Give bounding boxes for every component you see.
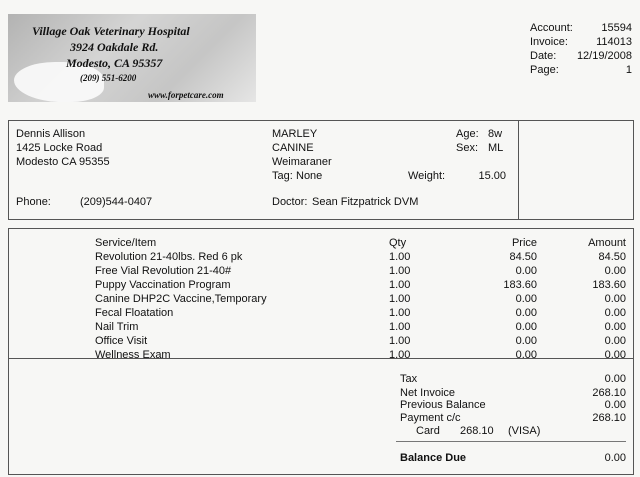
patient-species: CANINE <box>272 142 314 154</box>
clinic-city: Modesto, CA 95357 <box>66 56 163 70</box>
row-amount: 0.00 <box>604 321 626 333</box>
row-price: 0.00 <box>515 265 537 277</box>
row-price: 0.00 <box>515 293 537 305</box>
row-qty: 1.00 <box>389 335 411 347</box>
row-qty: 1.00 <box>389 307 411 319</box>
row-price: 0.00 <box>515 335 537 347</box>
row-service: Wellness Exam <box>95 349 171 361</box>
clinic-website: www.forpetcare.com <box>148 90 224 100</box>
invoice-label: Invoice: <box>530 36 568 48</box>
phone-label: Phone: <box>16 196 51 208</box>
payment-value: 268.10 <box>592 412 626 424</box>
weight-label: Weight: <box>408 170 446 182</box>
client-box-divider <box>518 120 519 219</box>
date-value: 12/19/2008 <box>576 50 632 62</box>
patient-breed: Weimaraner <box>272 156 332 168</box>
header-price: Price <box>511 237 537 249</box>
client-street: 1425 Locke Road <box>16 142 103 154</box>
row-amount: 84.50 <box>598 251 626 263</box>
row-amount: 0.00 <box>604 335 626 347</box>
header-service: Service/Item <box>95 237 157 249</box>
row-service: Free Vial Revolution 21-40# <box>95 265 232 277</box>
clinic-address: 3924 Oakdale Rd. <box>70 40 159 54</box>
tax-label: Tax <box>400 373 418 385</box>
age-label: Age: <box>456 128 479 140</box>
patient-tag: None <box>296 170 323 182</box>
row-amount: 0.00 <box>604 265 626 277</box>
account-label: Account: <box>530 22 573 34</box>
row-service: Nail Trim <box>95 321 139 333</box>
balance-due-value: 0.00 <box>604 452 626 464</box>
doctor-name: Sean Fitzpatrick DVM <box>312 196 419 208</box>
client-name: Dennis Allison <box>16 128 86 140</box>
row-qty: 1.00 <box>389 251 411 263</box>
row-service: Revolution 21-40lbs. Red 6 pk <box>95 251 243 263</box>
card-type: (VISA) <box>508 425 541 437</box>
page-label: Page: <box>530 64 559 76</box>
payment-label: Payment c/c <box>400 412 461 424</box>
tax-value: 0.00 <box>604 373 626 385</box>
row-service: Puppy Vaccination Program <box>95 279 231 291</box>
row-qty: 1.00 <box>389 279 411 291</box>
row-qty: 1.00 <box>389 349 411 361</box>
row-service: Office Visit <box>95 335 148 347</box>
net-invoice-label: Net Invoice <box>400 387 456 399</box>
row-amount: 0.00 <box>604 349 626 361</box>
row-price: 0.00 <box>515 321 537 333</box>
balance-due-label: Balance Due <box>400 452 467 464</box>
client-city: Modesto CA 95355 <box>16 156 110 168</box>
row-service: Canine DHP2C Vaccine,Temporary <box>95 293 267 305</box>
patient-name: MARLEY <box>272 128 318 140</box>
account-value: 15594 <box>601 22 632 34</box>
header-amount: Amount <box>588 237 626 249</box>
row-qty: 1.00 <box>389 321 411 333</box>
invoice-value: 114013 <box>596 36 632 48</box>
row-amount: 0.00 <box>604 307 626 319</box>
clinic-name: Village Oak Veterinary Hospital <box>32 24 190 38</box>
balance-rule <box>396 441 626 442</box>
page-value: 1 <box>625 64 632 76</box>
doctor-label: Doctor: <box>272 196 308 208</box>
row-price: 84.50 <box>509 251 537 263</box>
tag-label: Tag: <box>272 170 293 182</box>
clinic-phone: (209) 551-6200 <box>80 73 137 83</box>
row-qty: 1.00 <box>389 265 411 277</box>
patient-age: 8w <box>488 128 503 140</box>
date-label: Date: <box>530 50 557 62</box>
previous-balance-label: Previous Balance <box>400 399 486 411</box>
row-amount: 0.00 <box>604 293 626 305</box>
sex-label: Sex: <box>456 142 479 154</box>
client-phone: (209)544-0407 <box>80 196 153 208</box>
header-qty: Qty <box>389 237 407 249</box>
card-label: Card <box>416 425 440 437</box>
row-service: Fecal Floatation <box>95 307 174 319</box>
previous-balance-value: 0.00 <box>604 399 626 411</box>
row-amount: 183.60 <box>592 279 626 291</box>
row-price: 0.00 <box>515 307 537 319</box>
patient-weight: 15.00 <box>478 170 506 182</box>
row-price: 0.00 <box>515 349 537 361</box>
patient-sex: ML <box>488 142 504 154</box>
card-amount: 268.10 <box>460 425 494 437</box>
row-price: 183.60 <box>503 279 537 291</box>
row-qty: 1.00 <box>389 293 411 305</box>
net-invoice-value: 268.10 <box>592 387 626 399</box>
